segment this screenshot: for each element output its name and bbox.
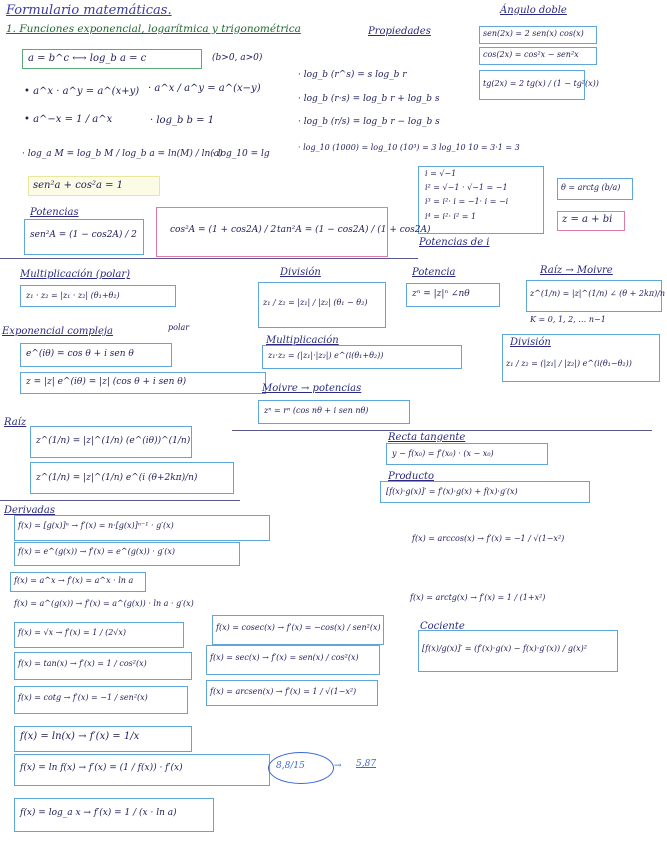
divider-line: [0, 258, 418, 259]
powers-of-i-heading: Potencias de i: [419, 237, 490, 248]
power-reduction-tan: tan²A = (1 − cos2A) / (1 + cos2A): [277, 225, 431, 235]
deriv-tan: f(x) = tan(x) → f′(x) = 1 / cos²(x): [18, 659, 147, 668]
division-exp-box: [502, 334, 660, 382]
mult-exp-formula: z₁·z₂ = (|z₁|·|z₂|) e^(i(θ₁+θ₂)): [268, 351, 384, 360]
log-change-base: · log_a M = log_b M / log_b a = ln(M) / ln(a): [22, 149, 223, 159]
divider-line-3: [0, 500, 240, 501]
deriv-sec: f(x) = sec(x) → f′(x) = sen(x) / cos²(x): [210, 653, 359, 662]
divider-line-2: [232, 430, 652, 431]
log-10-lg: · log_10 = lg: [212, 149, 270, 159]
division-exp-heading: División: [510, 337, 551, 348]
log-property-quotient: · log_b (r/s) = log_b r − log_b s: [298, 117, 440, 127]
complex-exp-heading: Exponencial compleja: [2, 326, 113, 337]
mult-polar-formula: z₁ · z₂ = |z₁ · z₂| (θ₁+θ₂): [26, 291, 120, 300]
deriv-cosec: f(x) = cosec(x) → f′(x) = −cos(x) / sen²(x): [216, 623, 381, 632]
double-angle-sen: sen(2x) = 2 sen(x) cos(x): [483, 29, 584, 38]
double-angle-tg: tg(2x) = 2 tg(x) / (1 − tg²(x)): [483, 79, 599, 88]
moivre-heading: Moivre → potencias: [262, 383, 362, 394]
root-moivre-formula: z^(1/n) = |z|^(1/n) ∠ (θ + 2kπ)/n: [530, 289, 666, 298]
i-fourth: i⁴ = i²· i² = 1: [425, 212, 477, 221]
tangent-heading: Recta tangente: [388, 432, 466, 443]
deriv-log: f(x) = log_a x → f′(x) = 1 / (x · ln a): [20, 808, 177, 818]
power-heading: Potencia: [412, 267, 456, 278]
complex-exp-mark: polar: [168, 323, 190, 332]
i-cubed: i³ = i²· i = −1· i = −i: [425, 197, 509, 206]
deriv-arccos: f(x) = arccos(x) → f′(x) = −1 / √(1−x²): [412, 534, 565, 543]
double-angle-heading: Ángulo doble: [500, 5, 567, 16]
product-formula: [f(x)·g(x)]′ = f′(x)·g(x) + f(x)·g′(x): [386, 487, 518, 496]
grade-converted: 5,87: [356, 759, 377, 769]
deriv-arcsen: f(x) = arcsen(x) → f′(x) = 1 / √(1−x²): [210, 687, 357, 696]
i-definition: i = √−1: [425, 169, 457, 178]
product-heading: Producto: [388, 471, 435, 482]
i-squared: i² = √−1 · √−1 = −1: [425, 183, 508, 192]
deriv-arctg: f(x) = arctg(x) → f′(x) = 1 / (1+x²): [410, 593, 546, 602]
deriv-cotg: f(x) = cotg → f′(x) = −1 / sen²(x): [18, 693, 148, 702]
section-heading: 1. Funciones exponencial, logarítmica y trigonométrica: [6, 23, 301, 35]
exp-rule-product: • a^x · a^y = a^(x+y): [24, 86, 140, 97]
deriv-agx: f(x) = a^(g(x)) → f′(x) = a^(g(x)) · ln a · g′(x): [14, 599, 194, 608]
deriv-ln: f(x) = ln(x) → f′(x) = 1/x: [20, 731, 140, 742]
deriv-power: f(x) = [g(x)]ⁿ → f′(x) = n·[g(x)]ⁿ⁻¹ · g′(x): [18, 521, 174, 530]
power-reduction-heading: Potencias: [30, 207, 79, 218]
root-k-values: K = 0, 1, 2, … n−1: [530, 315, 606, 324]
mult-exp-heading: Multiplicación: [266, 335, 339, 346]
deriv-exp: f(x) = e^(g(x)) → f′(x) = e^(g(x)) · g′(x): [18, 547, 176, 556]
root-moivre-heading: Raíz → Moivre: [540, 265, 613, 276]
quotient-formula: [f(x)/g(x)]′ = (f′(x)·g(x) − f(x)·g′(x)) / g(x)²: [422, 644, 587, 653]
root-heading: Raíz: [4, 417, 27, 428]
log-rule-base: · log_b b = 1: [150, 115, 215, 126]
root-formula-2: z^(1/n) = |z|^(1/n) e^(i (θ+2kπ)/n): [36, 473, 198, 483]
log-property-example: · log_10 (1000) = log_10 (10³) = 3 log_10 10 = 3·1 = 3: [298, 143, 520, 152]
grade-arrow: →: [334, 761, 342, 771]
binomial-form: z = a + bi: [562, 214, 613, 225]
exp-log-definition: a = b^c ⟷ log_b a = c: [28, 53, 147, 64]
log-property-product: · log_b (r·s) = log_b r + log_b s: [298, 94, 440, 104]
quotient-heading: Cociente: [420, 621, 465, 632]
division-heading: División: [280, 267, 321, 278]
log-property-power: · log_b (r^s) = s log_b r: [298, 70, 407, 80]
properties-heading: Propiedades: [368, 26, 431, 37]
pythagorean-identity: sen²a + cos²a = 1: [33, 180, 124, 191]
mult-polar-heading: Multiplicación (polar): [20, 269, 131, 280]
derivatives-heading: Derivadas: [4, 505, 56, 516]
power-formula: zⁿ = |z|ⁿ ∠nθ: [412, 289, 470, 299]
euler-formula: e^(iθ) = cos θ + i sen θ: [26, 349, 134, 359]
exp-log-condition: (b>0, a>0): [212, 53, 263, 63]
power-reduction-cos: cos²A = (1 + cos2A) / 2: [170, 225, 277, 235]
power-reduction-sen: sen²A = (1 − cos2A) / 2: [30, 230, 137, 240]
double-angle-cos: cos(2x) = cos²x − sen²x: [483, 50, 579, 59]
deriv-ax: f(x) = a^x → f′(x) = a^x · ln a: [14, 576, 134, 585]
moivre-formula: zⁿ = rⁿ (cos nθ + i sen nθ): [264, 406, 369, 415]
exp-rule-negative: • a^−x = 1 / a^x: [24, 114, 113, 125]
deriv-sqrt: f(x) = √x → f′(x) = 1 / (2√x): [18, 628, 127, 637]
division-exp-formula: z₁ / z₂ = (|z₁| / |z₂|) e^(i(θ₁−θ₂)): [506, 359, 632, 368]
exp-rule-quotient: · a^x / a^y = a^(x−y): [148, 83, 261, 94]
theta-formula: θ = arctg (b/a): [561, 183, 621, 192]
division-formula: z₁ / z₂ = |z₁| / |z₂| (θ₁ − θ₂): [263, 298, 368, 307]
deriv-lnf: f(x) = ln f(x) → f′(x) = (1 / f(x)) · f′(x): [20, 763, 183, 773]
tangent-formula: y − f(x₀) = f′(x₀) · (x − x₀): [392, 449, 494, 458]
page-title: Formulario matemáticas.: [6, 3, 172, 18]
exp-form-formula: z = |z| e^(iθ) = |z| (cos θ + i sen θ): [26, 377, 187, 387]
grade-score: 8,8/15: [276, 761, 305, 771]
root-formula-1: z^(1/n) = |z|^(1/n) (e^(iθ))^(1/n): [36, 436, 191, 446]
